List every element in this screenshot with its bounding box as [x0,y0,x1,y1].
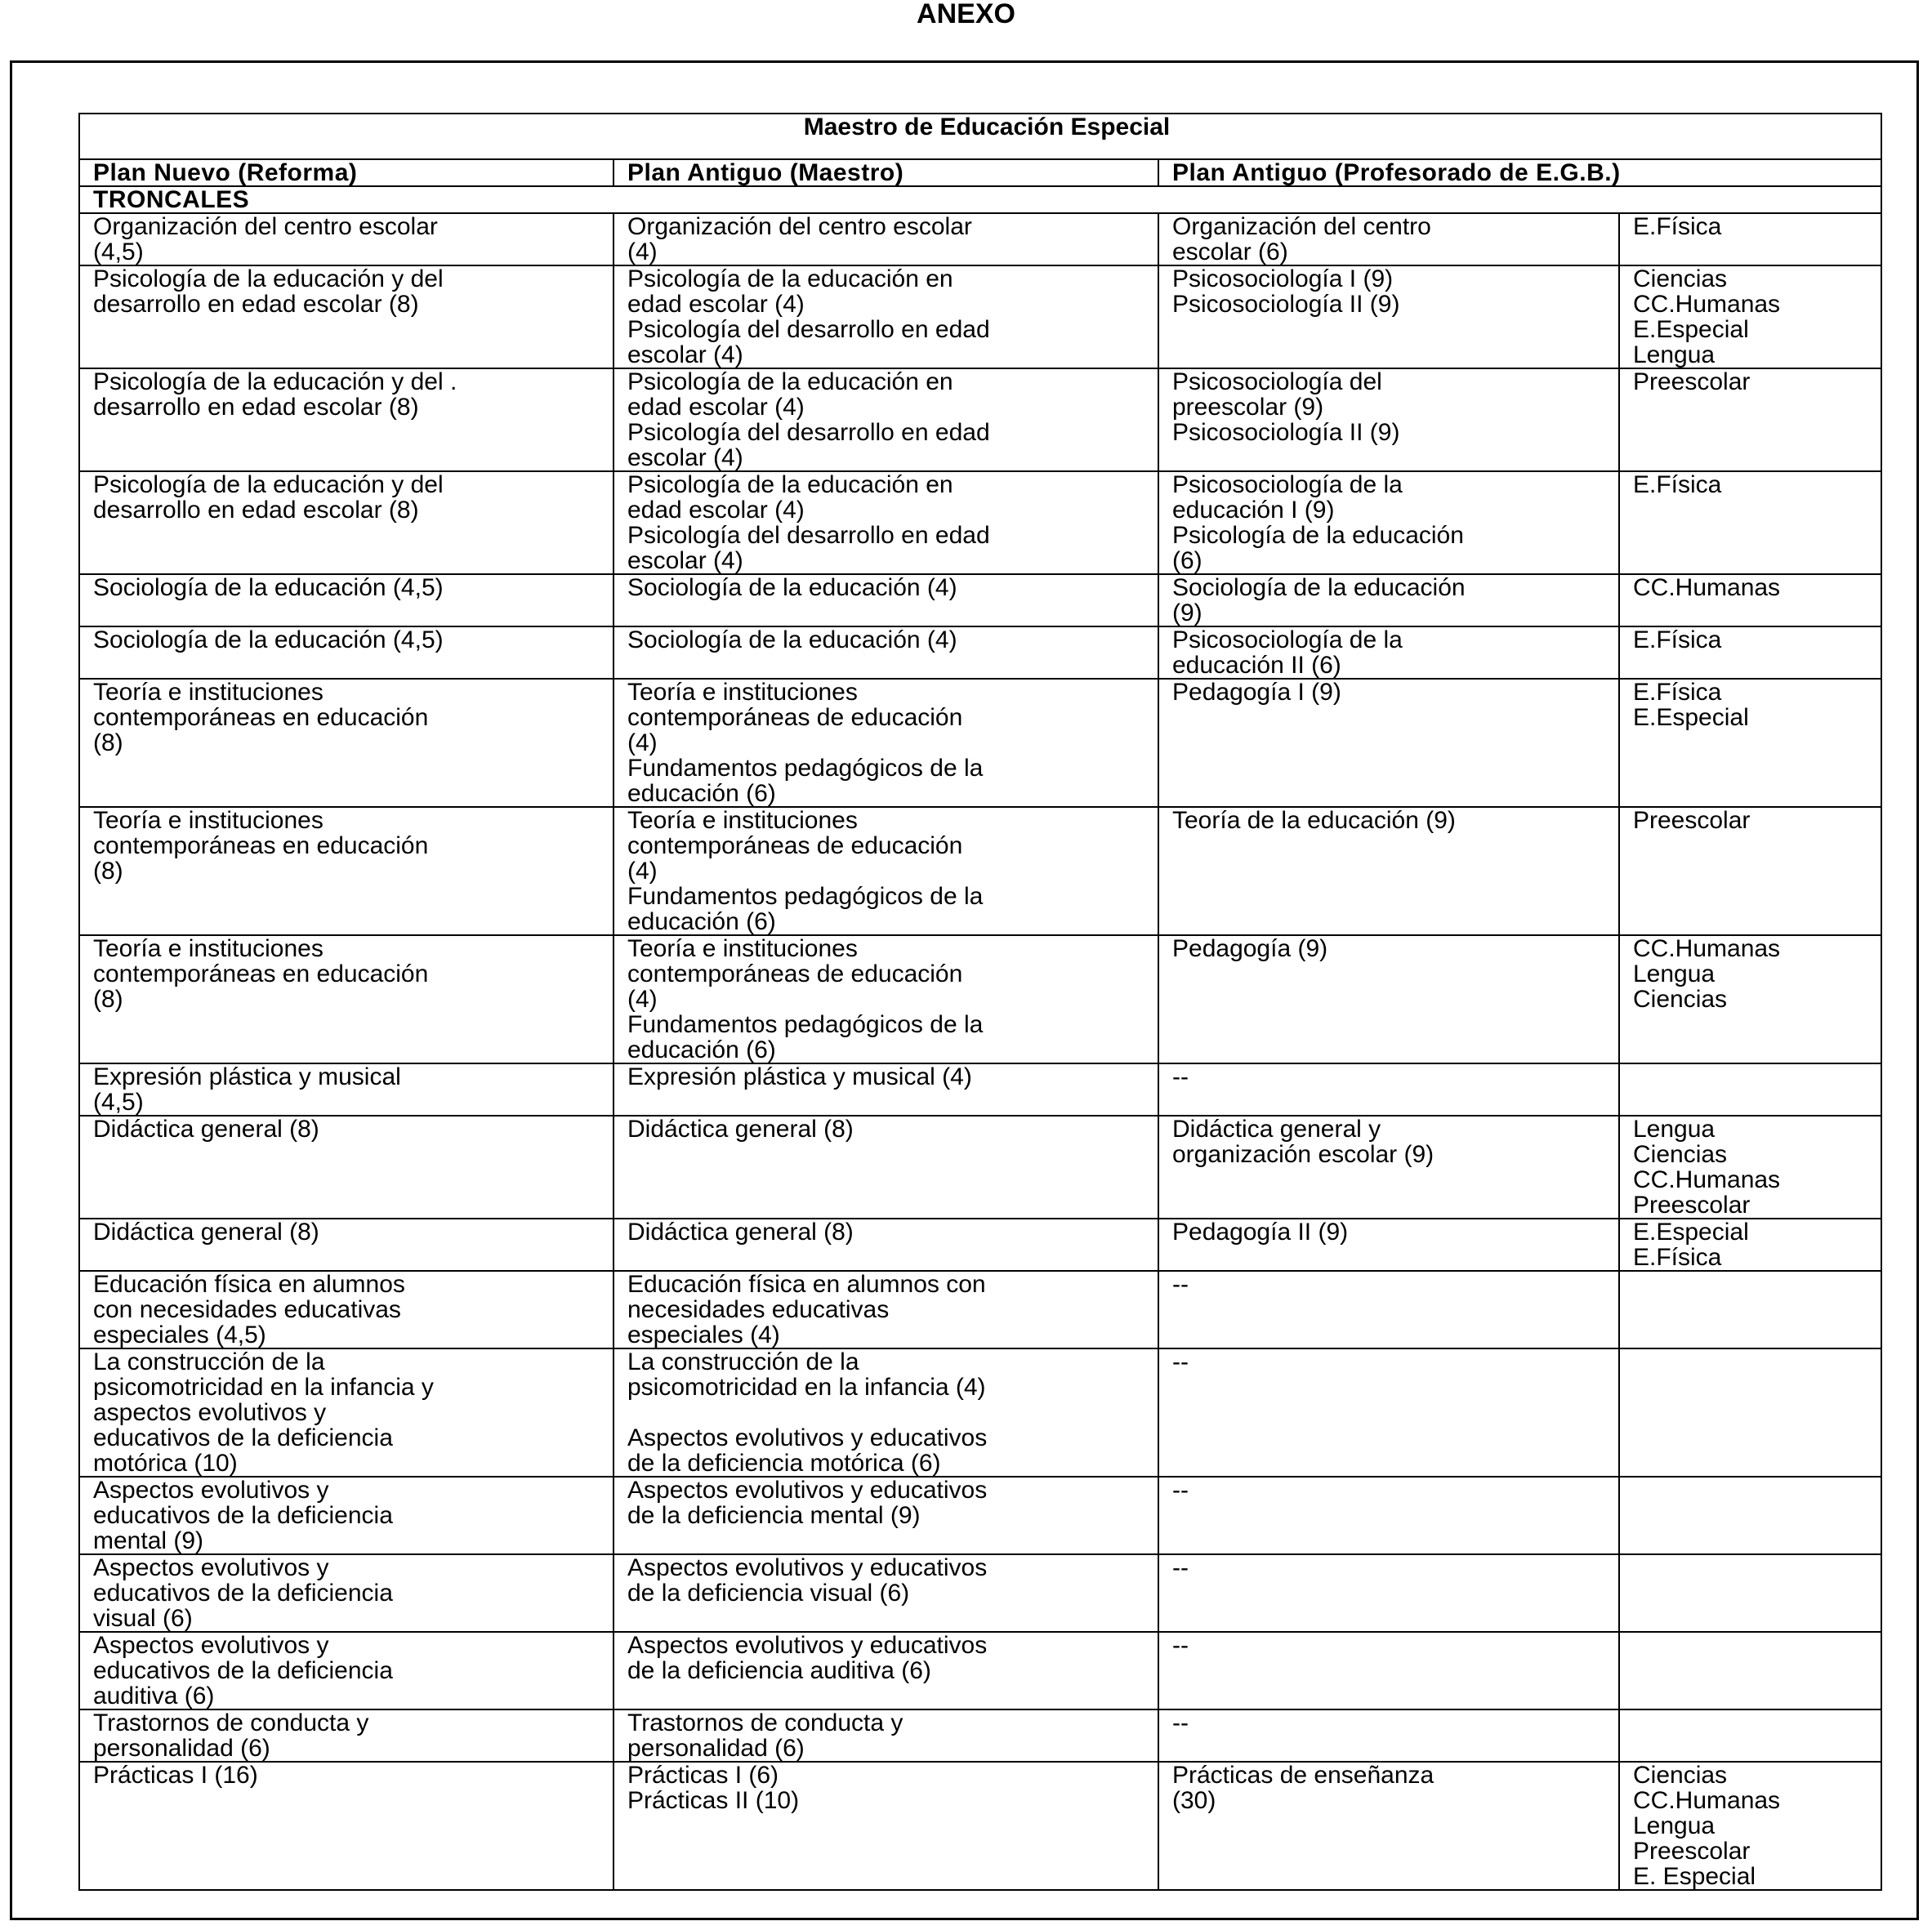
table-row [79,1632,1881,1709]
cell-line: visual (6) [93,1605,193,1632]
cell-line: Preescolar [1633,1192,1751,1219]
plan-antiguo-profesorado-cell [1158,1709,1619,1762]
cell-line: Teoría de la educación (9) [1172,807,1456,834]
cell-line: Aspectos evolutivos y [93,1554,329,1581]
plan-nuevo-cell [79,1348,614,1477]
plan-nuevo-cell [79,679,614,807]
table-row [79,213,1881,265]
cell-line: Psicología de la educación y del [93,471,444,498]
cell-line: contemporáneas de educación [627,704,963,731]
cell-line: Pedagogía I (9) [1172,679,1341,706]
cell-line: Lengua [1633,961,1716,987]
table-row [79,265,1881,368]
page-title: ANEXO [917,0,1015,29]
cell-line: Prácticas I (6) [627,1762,779,1789]
plan-nuevo-cell [79,1762,614,1890]
plan-antiguo-maestro-cell [614,1632,1158,1709]
cell-line: CC.Humanas [1633,1787,1781,1814]
cell-line: Didáctica general (8) [627,1116,854,1143]
table-row [79,574,1881,626]
cell-line: Organización del centro escolar [93,213,438,240]
section-troncales: TRONCALES [79,186,1881,213]
especialidad-cell [1619,1063,1881,1116]
cell-line: (6) [1172,547,1202,574]
cell-line: Ciencias [1633,265,1728,292]
cell-line: Psicología de la educación en [627,368,953,395]
especialidad-cell [1619,807,1881,935]
cell-line: Teoría e instituciones [93,679,323,706]
plan-antiguo-maestro-cell [614,807,1158,935]
cell-line: -- [1172,1632,1189,1659]
plan-nuevo-cell [79,471,614,574]
especialidad-cell [1619,935,1881,1063]
cell-line: Psicosociología II (9) [1172,419,1400,446]
cell-line: (8) [93,729,123,756]
plan-antiguo-maestro-cell [614,1477,1158,1554]
cell-line: E.Física [1633,213,1722,240]
especialidad-cell [1619,574,1881,626]
cell-line: Ciencias [1633,1762,1728,1789]
cell-line: Expresión plástica y musical (4) [627,1063,972,1090]
cell-line: Psicología de la educación y del [93,265,444,292]
cell-line: escolar (6) [1172,238,1288,265]
cell-line: Aspectos evolutivos y educativos [627,1554,988,1581]
especialidad-cell [1619,213,1881,265]
plan-antiguo-maestro-cell [614,1709,1158,1762]
cell-line: Aspectos evolutivos y educativos [627,1424,988,1451]
cell-line: personalidad (6) [627,1735,805,1762]
cell-line: contemporáneas en educación [93,832,429,859]
cell-line: desarrollo en edad escolar (8) [93,291,419,318]
cell-line: Psicología de la educación [1172,522,1464,549]
plan-antiguo-profesorado-cell [1158,1219,1619,1271]
table-row [79,626,1881,679]
cell-line: contemporáneas de educación [627,832,963,859]
table-row [79,1271,1881,1348]
plan-nuevo-cell [79,626,614,679]
plan-antiguo-maestro-cell [614,1116,1158,1219]
section-row [79,186,1881,213]
cell-line: Trastornos de conducta y [93,1709,369,1736]
cell-line: educación (6) [627,1036,776,1063]
table-row [79,471,1881,574]
cell-line: escolar (4) [627,547,743,574]
especialidad-cell [1619,1554,1881,1632]
cell-line: necesidades educativas [627,1296,890,1323]
cell-line: Preescolar [1633,1838,1751,1865]
cell-line: Aspectos evolutivos y educativos [627,1632,988,1659]
cell-line: Psicología de la educación y del . [93,368,457,395]
plan-nuevo-cell [79,1632,614,1709]
cell-line: CC.Humanas [1633,1166,1781,1193]
plan-antiguo-profesorado-cell [1158,1477,1619,1554]
cell-line: Psicosociología I (9) [1172,265,1394,292]
table-title-row [79,114,1881,159]
table-row [79,679,1881,807]
plan-nuevo-cell [79,1477,614,1554]
cell-line: Pedagogía (9) [1172,935,1328,962]
cell-line: edad escolar (4) [627,291,805,318]
cell-line: Preescolar [1633,807,1751,834]
cell-line: Lengua [1633,1812,1716,1839]
plan-antiguo-profesorado-cell [1158,1116,1619,1219]
cell-line: especiales (4,5) [93,1322,266,1348]
cell-line: educativos de la deficiencia [93,1424,393,1451]
cell-line: Aspectos evolutivos y [93,1477,329,1504]
plan-nuevo-cell [79,1063,614,1116]
plan-nuevo-cell [79,1709,614,1762]
cell-line: Fundamentos pedagógicos de la [627,883,984,910]
plan-antiguo-profesorado-cell [1158,1632,1619,1709]
plan-nuevo-cell [79,574,614,626]
cell-line: contemporáneas en educación [93,704,429,731]
plan-nuevo-cell [79,368,614,471]
cell-line [627,1400,1158,1425]
cell-line: E.Física [1633,626,1722,653]
cell-line: educación I (9) [1172,497,1335,524]
plan-antiguo-maestro-cell [614,213,1158,265]
cell-line: Prácticas de enseñanza [1172,1762,1434,1789]
cell-line: Aspectos evolutivos y [93,1632,329,1659]
plan-antiguo-profesorado-cell [1158,471,1619,574]
cell-line: (4,5) [93,1089,144,1116]
cell-line: desarrollo en edad escolar (8) [93,394,419,421]
especialidad-cell [1619,1709,1881,1762]
cell-line: La construcción de la [627,1348,859,1375]
cell-line: educativos de la deficiencia [93,1502,393,1529]
plan-antiguo-profesorado-cell [1158,807,1619,935]
cell-line: Ciencias [1633,986,1728,1013]
cell-line: CC.Humanas [1633,935,1781,962]
especialidad-cell [1619,471,1881,574]
cell-line: Psicosociología del [1172,368,1382,395]
cell-line: (4) [627,238,658,265]
plan-antiguo-maestro-cell [614,626,1158,679]
cell-line: de la deficiencia motórica (6) [627,1450,941,1477]
cell-line: de la deficiencia visual (6) [627,1580,910,1607]
cell-line: Pedagogía II (9) [1172,1219,1349,1246]
cell-line: (4) [627,729,658,756]
cell-line: educación II (6) [1172,652,1341,679]
cell-line: Didáctica general y [1172,1116,1381,1143]
cell-line: -- [1172,1477,1189,1504]
plan-nuevo-cell [79,1116,614,1219]
cell-line: E.Especial [1633,1219,1749,1246]
plan-antiguo-profesorado-cell [1158,574,1619,626]
cell-line: Lengua [1633,1116,1716,1143]
cell-line: aspectos evolutivos y [93,1399,327,1426]
cell-line: Psicosociología de la [1172,626,1403,653]
plan-antiguo-maestro-cell [614,1348,1158,1477]
table-row [79,1554,1881,1632]
cell-line: Fundamentos pedagógicos de la [627,755,984,782]
cell-line: -- [1172,1554,1189,1581]
plan-nuevo-cell [79,1554,614,1632]
cell-line: (30) [1172,1787,1216,1814]
cell-line: Psicosociología de la [1172,471,1403,498]
plan-antiguo-maestro-cell [614,679,1158,807]
table-row [79,368,1881,471]
plan-antiguo-profesorado-cell [1158,679,1619,807]
cell-line: -- [1172,1271,1189,1298]
cell-line: -- [1172,1063,1189,1090]
cell-line: Teoría e instituciones [627,679,858,706]
cell-line: Didáctica general (8) [93,1116,319,1143]
plan-nuevo-cell [79,935,614,1063]
table-row [79,1348,1881,1477]
cell-line: con necesidades educativas [93,1296,401,1323]
cell-line: (8) [93,986,123,1013]
cell-line: Lengua [1633,341,1716,368]
cell-line: auditiva (6) [93,1683,215,1709]
especialidad-cell [1619,1762,1881,1890]
cell-line: contemporáneas en educación [93,961,429,987]
table-row [79,1219,1881,1271]
plan-antiguo-maestro-cell [614,1271,1158,1348]
especialidad-cell [1619,1271,1881,1348]
cell-line: desarrollo en edad escolar (8) [93,497,419,524]
table-title: Maestro de Educación Especial [79,114,1881,159]
plan-antiguo-profesorado-cell [1158,265,1619,368]
cell-line: Didáctica general (8) [93,1219,319,1246]
especialidad-cell [1619,368,1881,471]
cell-line: (8) [93,858,123,885]
plan-antiguo-profesorado-cell [1158,1063,1619,1116]
cell-line: E.Física [1633,1244,1722,1271]
especialidad-cell [1619,1116,1881,1219]
cell-line: Expresión plástica y musical [93,1063,401,1090]
plan-antiguo-maestro-cell [614,1762,1158,1890]
cell-line: Psicología de la educación en [627,265,953,292]
column-header-row [79,159,1881,186]
cell-line: motórica (10) [93,1450,238,1477]
cell-line: La construcción de la [93,1348,325,1375]
cell-line: -- [1172,1348,1189,1375]
cell-line: Teoría e instituciones [627,807,858,834]
plan-antiguo-maestro-cell [614,265,1158,368]
column-header-plan-antiguo-profesorado: Plan Antiguo (Profesorado de E.G.B.) [1158,159,1881,186]
cell-line: E. Especial [1633,1863,1756,1890]
plan-antiguo-maestro-cell [614,471,1158,574]
especialidad-cell [1619,1632,1881,1709]
annex-table [78,113,1882,1891]
plan-antiguo-profesorado-cell [1158,1271,1619,1348]
cell-line: Organización del centro escolar [627,213,972,240]
cell-line: edad escolar (4) [627,394,805,421]
plan-antiguo-maestro-cell [614,368,1158,471]
table-row [79,1063,1881,1116]
plan-nuevo-cell [79,265,614,368]
cell-line: Preescolar [1633,368,1751,395]
especialidad-cell [1619,626,1881,679]
cell-line: de la deficiencia auditiva (6) [627,1657,931,1684]
cell-line: mental (9) [93,1527,204,1554]
plan-antiguo-profesorado-cell [1158,935,1619,1063]
plan-antiguo-profesorado-cell [1158,368,1619,471]
cell-line: Ciencias [1633,1141,1728,1168]
cell-line: educativos de la deficiencia [93,1580,393,1607]
table-row [79,1762,1881,1890]
cell-line: (4) [627,858,658,885]
cell-line: Psicología del desarrollo en edad [627,419,990,446]
cell-line: Educación física en alumnos [93,1271,405,1298]
cell-line: E.Física [1633,679,1722,706]
plan-antiguo-maestro-cell [614,1554,1158,1632]
cell-line: edad escolar (4) [627,497,805,524]
plan-antiguo-profesorado-cell [1158,213,1619,265]
cell-line: educación (6) [627,908,776,935]
column-header-plan-antiguo-maestro: Plan Antiguo (Maestro) [614,159,1158,186]
plan-nuevo-cell [79,1219,614,1271]
cell-line: contemporáneas de educación [627,961,963,987]
cell-line: escolar (4) [627,341,743,368]
cell-line: Fundamentos pedagógicos de la [627,1011,984,1038]
cell-line: Sociología de la educación (4) [627,626,957,653]
cell-line: -- [1172,1709,1189,1736]
especialidad-cell [1619,1348,1881,1477]
plan-antiguo-profesorado-cell [1158,1762,1619,1890]
cell-line: educación (6) [627,780,776,807]
cell-line: Sociología de la educación (4) [627,574,957,601]
table-row [79,1116,1881,1219]
plan-nuevo-cell [79,213,614,265]
plan-antiguo-maestro-cell [614,574,1158,626]
table-row [79,1709,1881,1762]
cell-line: E.Física [1633,471,1722,498]
cell-line: personalidad (6) [93,1735,270,1762]
plan-antiguo-maestro-cell [614,1219,1158,1271]
cell-line: Aspectos evolutivos y educativos [627,1477,988,1504]
plan-antiguo-profesorado-cell [1158,1348,1619,1477]
cell-line: CC.Humanas [1633,291,1781,318]
cell-line: preescolar (9) [1172,394,1324,421]
plan-antiguo-profesorado-cell [1158,626,1619,679]
table-row [79,935,1881,1063]
cell-line: Teoría e instituciones [93,807,323,834]
plan-antiguo-profesorado-cell [1158,1554,1619,1632]
column-header-plan-nuevo: Plan Nuevo (Reforma) [79,159,614,186]
cell-line: Organización del centro [1172,213,1431,240]
plan-nuevo-cell [79,1271,614,1348]
cell-line: Educación física en alumnos con [627,1271,986,1298]
especialidad-cell [1619,1219,1881,1271]
cell-line: educativos de la deficiencia [93,1657,393,1684]
plan-antiguo-maestro-cell [614,935,1158,1063]
especialidad-cell [1619,1477,1881,1554]
cell-line: Prácticas II (10) [627,1787,800,1814]
cell-line: Sociología de la educación (4,5) [93,626,444,653]
table-row [79,807,1881,935]
plan-nuevo-cell [79,807,614,935]
cell-line: Psicología del desarrollo en edad [627,522,990,549]
cell-line: E.Especial [1633,316,1749,343]
cell-line: psicomotricidad en la infancia y [93,1374,434,1401]
cell-line: escolar (4) [627,444,743,471]
cell-line: Trastornos de conducta y [627,1709,904,1736]
cell-line: Prácticas I (16) [93,1762,258,1789]
cell-line: Sociología de la educación (4,5) [93,574,444,601]
cell-line: Psicología de la educación en [627,471,953,498]
cell-line: especiales (4) [627,1322,780,1348]
cell-line: Teoría e instituciones [627,935,858,962]
cell-line: Teoría e instituciones [93,935,323,962]
plan-antiguo-maestro-cell [614,1063,1158,1116]
especialidad-cell [1619,679,1881,807]
cell-line: (9) [1172,600,1202,626]
cell-line: CC.Humanas [1633,574,1781,601]
table-row [79,1477,1881,1554]
cell-line: Didáctica general (8) [627,1219,854,1246]
cell-line: de la deficiencia mental (9) [627,1502,921,1529]
cell-line: psicomotricidad en la infancia (4) [627,1374,986,1401]
cell-line: (4) [627,986,658,1013]
especialidad-cell [1619,265,1881,368]
cell-line: Sociología de la educación [1172,574,1466,601]
cell-line: (4,5) [93,238,144,265]
cell-line: organización escolar (9) [1172,1141,1434,1168]
cell-line: Psicosociología II (9) [1172,291,1400,318]
cell-line: E.Especial [1633,704,1749,731]
cell-line: Psicología del desarrollo en edad [627,316,990,343]
